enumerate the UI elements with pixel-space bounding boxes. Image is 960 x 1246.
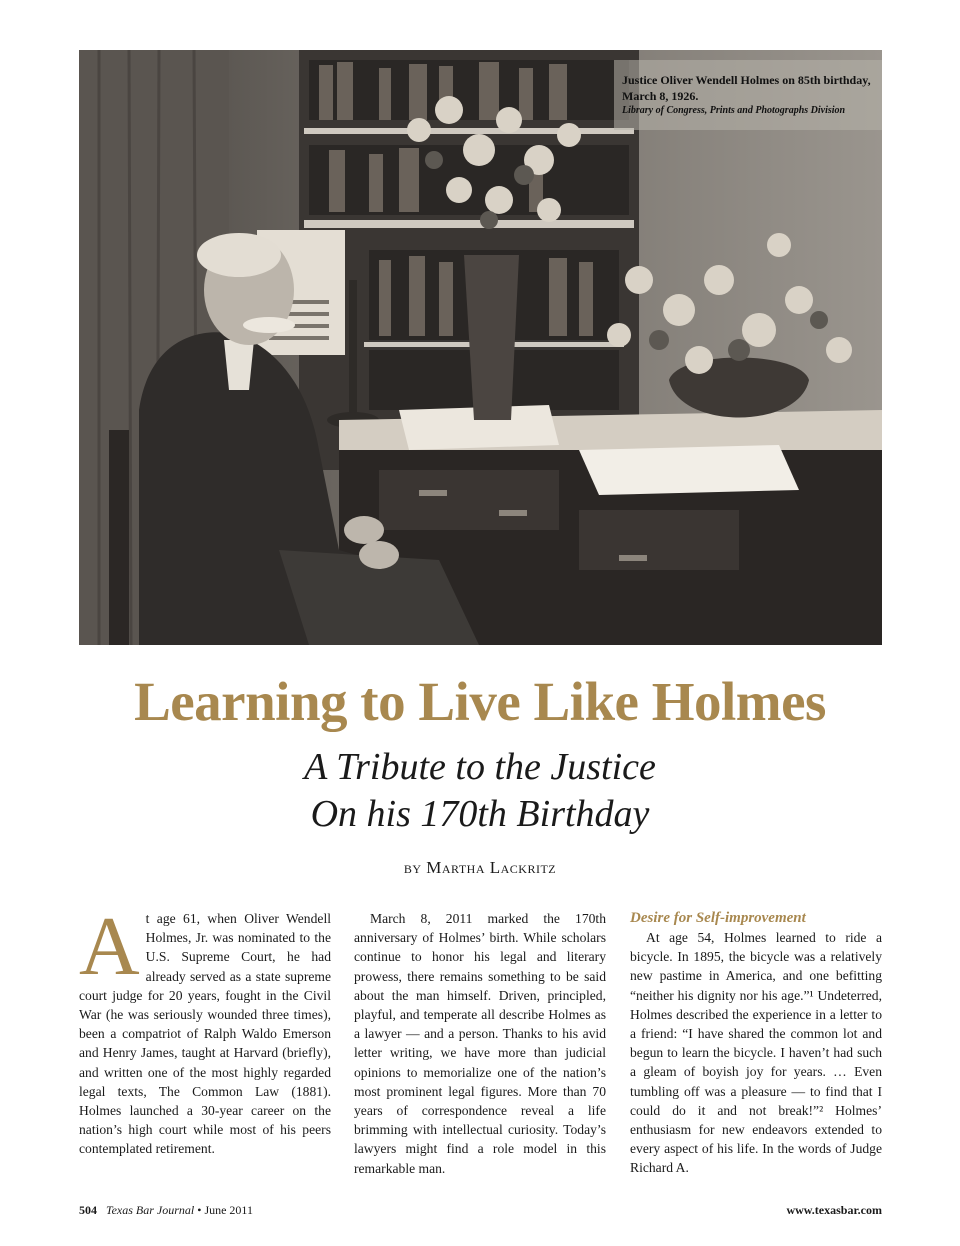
article-title: Learning to Live Like Holmes [134,671,826,732]
caption-line-2: March 8, 1926. [622,89,699,103]
article-subtitle-line-1: A Tribute to the Justice [304,746,656,788]
photo-caption [622,72,882,118]
footer-separator: • [197,1203,202,1217]
caption-line-1: Justice Oliver Wendell Holmes on 85th birthday, [622,73,871,87]
footer-website-link[interactable]: www.texasbar.com [786,1203,882,1217]
page-number: 504 [79,1203,97,1217]
photo-illustration [79,50,882,645]
paragraph-bicycle: At age 54, Holmes learned to ride a bicycle. In 1895, the bicycle was a relatively new pastime in America, and one befitting “neither his dignity nor his age.”¹ Undeterred, Holmes described the experience in a letter to a friend: “I have shared the common lot and begun to learn the bicycle. I haven’t had such a gleam of boyish joy for years. … Even tumbling off was a pleasure — to find that I could do it and not break!”² Holmes’ enthusiasm for new endeavors extended to every aspect of his life. In the words of Judge Richard A. [630,930,882,1176]
article-subtitle-line-2: On his 170th Birthday [310,793,650,835]
paragraph-anniversary: March 8, 2011 marked the 170th anniversary of Holmes’ birth. While scholars continue to honor his legal and literary prowess, there remains something to be said about the man himself. Driven, principled, playful, and temperate all describe Holmes as a lawyer — and a person. Thanks to his avid letter writing, we have more than judicial opinions to memorialize one of the nation’s most prominent legal figures. More than 70 years of correspondence reveal a life brimming with intellectual curiosity. Today’s lawyers might find a role model in this remarkable man. [354,911,606,1176]
journal-name: Texas Bar Journal [106,1203,195,1217]
drop-cap: A [79,900,140,993]
column-2 [354,909,606,1178]
issue-date: June 2011 [204,1203,253,1217]
section-heading: Desire for Self-improvement [630,910,806,926]
footer-left [79,1203,253,1218]
byline: by Martha Lackritz [403,858,557,877]
column-1 [79,900,331,1159]
column-3 [630,909,882,1178]
paragraph-intro: t age 61, when Oliver Wendell Holmes, Jr. was nominated to the U.S. Supreme Court, he had already served as a state supreme court judge for 20 years, fought in the Civil War (he was seriously wounded three times), been a compatriot of Ralph Waldo Emerson and Henry James, taught at Harvard (briefly), and written one of the most highly regarded legal texts, The Common Law (1881). Holmes launched a 30-year career on the nation’s high court while most of his peers contemplated retirement. [79,911,331,1157]
photo-credit: Library of Congress, Prints and Photographs Division [622,105,846,116]
holmes-portrait-photo [79,50,882,645]
